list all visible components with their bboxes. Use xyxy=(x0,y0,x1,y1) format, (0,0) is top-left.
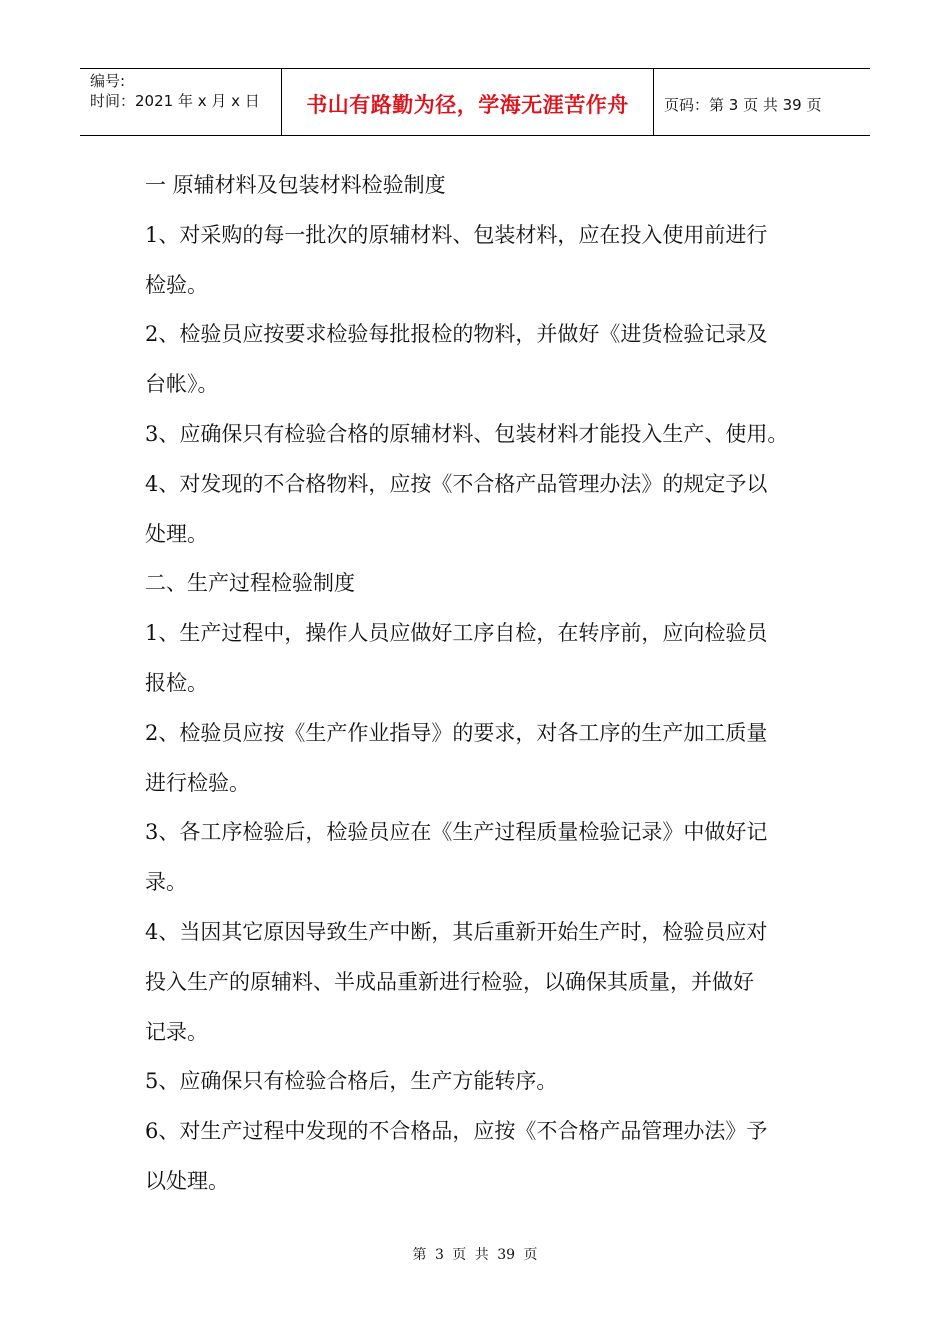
body-line: 6、对生产过程中发现的不合格品，应按《不合格产品管理办法》予 xyxy=(145,1119,768,1144)
body-line: 报检。 xyxy=(145,670,208,695)
body-line: 检验。 xyxy=(145,272,208,297)
header-motto: 书山有路勤为径，学海无涯苦作舟 xyxy=(282,69,654,135)
body-line: 1、对采购的每一批次的原辅材料、包装材料，应在投入使用前进行 xyxy=(145,222,768,247)
number-label: 编号: xyxy=(90,72,126,90)
body-line: 录。 xyxy=(145,870,187,895)
body-line: 3、各工序检验后，检验员应在《生产过程质量检验记录》中做好记 xyxy=(145,820,768,845)
header-page-info: 页码：第 3 页 共 39 页 xyxy=(664,95,822,114)
body-line: 进行检验。 xyxy=(145,770,250,795)
body-line: 5、应确保只有检验合格后，生产方能转序。 xyxy=(145,1069,558,1094)
body-line: 1、生产过程中，操作人员应做好工序自检，在转序前，应向检验员 xyxy=(145,621,768,646)
page-footer: 第 3 页 共 39 页 xyxy=(412,1247,538,1263)
body-line: 以处理。 xyxy=(145,1168,229,1193)
body-line: 台帐》。 xyxy=(145,372,219,397)
document-body xyxy=(145,161,815,1207)
body-line: 4、当因其它原因导致生产中断，其后重新开始生产时，检验员应对 xyxy=(145,919,768,944)
body-line: 2、检验员应按《生产作业指导》的要求，对各工序的生产加工质量 xyxy=(145,720,768,745)
header-meta xyxy=(80,69,282,135)
body-line: 3、应确保只有检验合格的原辅材料、包装材料才能投入生产、使用。 xyxy=(145,421,789,446)
time-label: 时间：2021 年 x 月 x 日 xyxy=(90,92,260,110)
body-line: 投入生产的原辅料、半成品重新进行检验，以确保其质量，并做好 xyxy=(145,969,754,994)
body-line: 4、对发现的不合格物料，应按《不合格产品管理办法》的规定予以 xyxy=(145,471,768,496)
body-line: 记录。 xyxy=(145,1019,208,1044)
page-header xyxy=(80,68,870,136)
body-line: 二、生产过程检验制度 xyxy=(145,571,355,596)
body-line: 处理。 xyxy=(145,521,208,546)
body-line: 2、检验员应按要求检验每批报检的物料，并做好《进货检验记录及 xyxy=(145,322,768,347)
body-line: 一 原辅材料及包装材料检验制度 xyxy=(145,173,446,197)
